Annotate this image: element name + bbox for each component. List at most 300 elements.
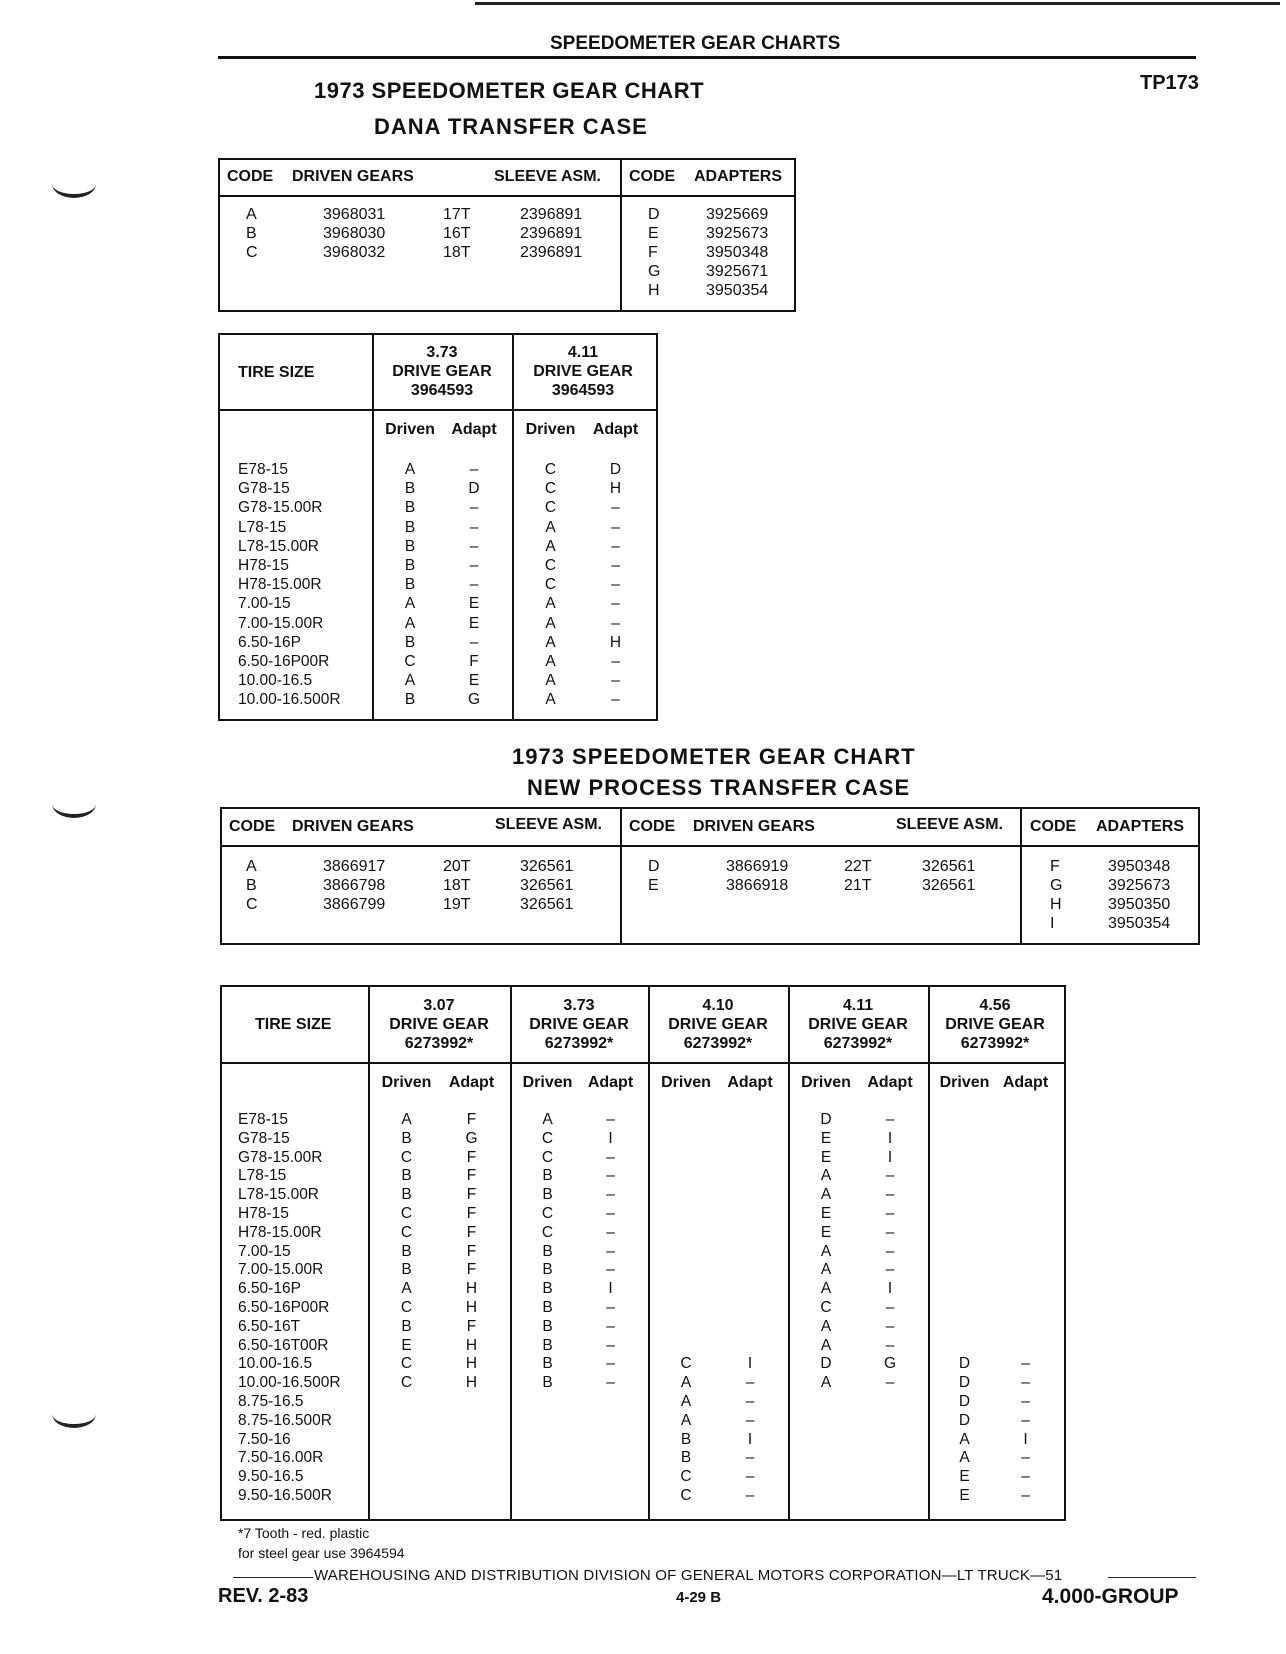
gear-teeth: 21T (844, 877, 872, 894)
tire-size: 7.00-15 (238, 1242, 291, 1260)
adapter-code: – (745, 1411, 755, 1429)
page-number: 4-29 B (676, 1589, 722, 1606)
gear-code: E (648, 877, 659, 894)
adapter-code: – (469, 518, 479, 536)
drive-gear-part: 6273992* (544, 1035, 614, 1052)
drive-gear-part: 3964593 (410, 382, 474, 399)
driven-gear-code: A (545, 691, 556, 709)
table-divider (620, 158, 622, 310)
driven-column-header: Driven (801, 1074, 851, 1091)
adapter-code: G (883, 1355, 897, 1373)
col-header-driven-gears: DRIVEN GEARS (693, 818, 815, 835)
drive-gear-label: DRIVE GEAR (945, 1016, 1045, 1033)
adapter-code: – (606, 1336, 615, 1354)
driven-gear-code: A (820, 1374, 832, 1392)
table-divider (220, 1062, 1064, 1064)
tire-size: 10.00-16.5 (238, 672, 313, 690)
tire-size: 6.50-16P00R (238, 1299, 330, 1316)
adapter-code: F (466, 1317, 477, 1335)
adapter-code: – (885, 1374, 895, 1392)
drive-gear-label: DRIVE GEAR (389, 1016, 489, 1033)
gear-part-number: 3866919 (726, 858, 789, 875)
tire-size: E78-15 (238, 461, 288, 478)
driven-gear-code: E (820, 1223, 832, 1241)
adapter-code: G (467, 691, 481, 709)
driven-gear-code: C (544, 499, 557, 517)
tire-size: 10.00-16.5 (238, 1355, 313, 1373)
col-header-driven-gears: DRIVEN GEARS (292, 168, 414, 185)
tire-size: 7.00-15 (238, 595, 291, 613)
driven-gear-code: B (542, 1242, 553, 1260)
adapter-code: F (466, 1186, 477, 1204)
adapter-code: – (745, 1468, 755, 1486)
driven-gear-code: A (545, 518, 556, 536)
tire-size: G78-15.00R (238, 1148, 323, 1166)
table-divider (218, 195, 794, 197)
drive-gear-ratio: 4.11 (567, 344, 599, 361)
adapter-code: – (606, 1317, 615, 1335)
gear-code: D (648, 858, 660, 875)
col-header-code: CODE (629, 168, 676, 185)
col-header-sleeve: SLEEVE ASM. (494, 168, 601, 185)
adapter-code: – (1021, 1411, 1030, 1429)
driven-gear-code: A (820, 1242, 832, 1260)
tire-size: 8.75-16.5 (238, 1393, 304, 1410)
sleeve-part-number: 2396891 (520, 225, 583, 242)
driven-gear-code: C (400, 1299, 413, 1316)
driven-gear-code: D (820, 1111, 832, 1128)
gear-teeth: 22T (844, 858, 872, 875)
adapter-code: – (469, 557, 479, 574)
driven-gear-code: A (820, 1261, 832, 1279)
driven-gear-code: B (542, 1374, 553, 1392)
adapter-code: H (465, 1299, 478, 1316)
driven-gear-code: C (544, 557, 557, 574)
adapter-code: I (608, 1280, 613, 1298)
driven-gear-code: C (544, 461, 557, 478)
adapter-part-number: 3950354 (1108, 915, 1171, 932)
driven-gear-code: C (400, 1355, 413, 1373)
driven-gear-code: E (959, 1468, 970, 1486)
drive-gear-label: DRIVE GEAR (808, 1016, 908, 1033)
adapter-code: – (1021, 1393, 1030, 1410)
adapter-part-number: 3925673 (706, 225, 769, 242)
adapt-column-header: Adapt (727, 1074, 773, 1091)
tire-size: L78-15 (238, 518, 287, 536)
adapter-code: – (745, 1393, 755, 1410)
dana-chart-subtitle: DANA TRANSFER CASE (374, 114, 648, 139)
driven-gear-code: A (401, 1280, 412, 1298)
driven-gear-code: A (959, 1449, 970, 1467)
driven-gear-code: A (404, 614, 416, 632)
driven-gear-code: B (404, 499, 416, 517)
tire-size: 6.50-16P (238, 633, 301, 651)
driven-column-header: Driven (661, 1074, 711, 1091)
adapter-code: – (885, 1205, 895, 1222)
adapter-code: – (885, 1242, 895, 1260)
gear-teeth: 18T (443, 877, 471, 894)
adapter-code: – (611, 672, 620, 690)
driven-gear-code: B (401, 1317, 412, 1335)
adapter-code: – (611, 518, 620, 536)
np-chart-title: 1973 SPEEDOMETER GEAR CHART (512, 744, 916, 769)
driven-gear-code: A (820, 1167, 832, 1185)
adapter-code: – (606, 1299, 615, 1316)
drive-gear-label: DRIVE GEAR (533, 363, 633, 380)
table-divider (928, 985, 930, 1519)
driven-gear-code: C (400, 1223, 413, 1241)
driven-gear-code: C (541, 1223, 554, 1241)
drive-gear-label: DRIVE GEAR (392, 363, 492, 380)
adapter-part-number: 3950348 (706, 244, 769, 261)
driven-gear-code: B (401, 1242, 412, 1260)
driven-gear-code: B (404, 480, 416, 498)
driven-gear-code: A (404, 595, 416, 613)
tire-size: L78-15.00R (238, 537, 320, 555)
driven-gear-code: A (404, 672, 416, 690)
table-divider (218, 409, 656, 411)
driven-gear-code: E (820, 1205, 832, 1222)
drive-gear-ratio: 3.07 (423, 997, 455, 1014)
adapter-code: H (465, 1336, 478, 1354)
adapter-code: – (885, 1167, 895, 1185)
adapter-code: – (1021, 1487, 1030, 1504)
gear-teeth: 20T (443, 858, 471, 875)
drive-gear-part: 6273992* (683, 1035, 753, 1052)
tire-size: G78-15 (238, 480, 290, 498)
driven-gear-code: B (680, 1430, 692, 1448)
adapter-code: E (648, 225, 659, 242)
drive-gear-label: DRIVE GEAR (668, 1016, 768, 1033)
adapter-code: H (1050, 896, 1062, 913)
tire-size: 7.50-16.00R (238, 1449, 324, 1467)
adapter-code: – (606, 1261, 615, 1279)
sleeve-part-number: 326561 (922, 877, 976, 894)
driven-gear-code: C (400, 1205, 413, 1222)
col-header-driven-gears: DRIVEN GEARS (292, 818, 414, 835)
adapter-code: H (609, 480, 622, 498)
driven-gear-code: A (680, 1374, 692, 1392)
drive-gear-ratio: 3.73 (426, 344, 458, 361)
table-divider (510, 985, 512, 1519)
gear-part-number: 3866918 (726, 877, 789, 894)
driven-gear-code: C (544, 480, 557, 498)
adapter-code: I (1023, 1430, 1028, 1448)
adapter-code: I (608, 1129, 613, 1147)
adapter-code: – (745, 1449, 755, 1467)
driven-gear-code: C (820, 1299, 832, 1316)
driven-gear-code: A (680, 1393, 692, 1410)
footer-division-text: WAREHOUSING AND DISTRIBUTION DIVISION OF GENERAL MOTORS CORPORATION—LT TRUCK—51 (314, 1567, 1063, 1584)
adapter-code: – (606, 1355, 615, 1373)
driven-gear-code: A (545, 595, 556, 613)
drive-gear-part: 6273992* (960, 1035, 1030, 1052)
adapter-code: – (1021, 1449, 1030, 1467)
sleeve-part-number: 326561 (520, 896, 574, 913)
table-divider (620, 807, 622, 943)
adapter-code: I (747, 1430, 753, 1448)
adapt-column-header: Adapt (451, 421, 497, 438)
adapter-code: F (466, 1223, 477, 1241)
adapter-code: I (887, 1129, 893, 1147)
adapter-code: – (885, 1223, 895, 1241)
driven-column-header: Driven (522, 1074, 573, 1091)
adapt-column-header: Adapt (867, 1074, 913, 1091)
driven-gear-code: B (542, 1336, 553, 1354)
adapter-code: I (887, 1148, 893, 1166)
driven-gear-code: A (820, 1317, 832, 1335)
drive-gear-ratio: 4.11 (842, 997, 874, 1014)
driven-gear-code: B (680, 1449, 692, 1467)
adapter-code: H (648, 282, 660, 299)
driven-gear-code: B (404, 557, 416, 574)
gear-teeth: 18T (443, 244, 471, 261)
adapter-code: G (1050, 877, 1063, 894)
tire-size: L78-15 (238, 1167, 287, 1185)
tire-size: 10.00-16.500R (238, 691, 341, 709)
driven-gear-code: A (545, 633, 556, 651)
page-code: TP173 (1140, 72, 1199, 94)
top-border-line (475, 2, 1280, 5)
adapter-code: – (606, 1148, 615, 1166)
adapter-code: F (466, 1111, 477, 1128)
drive-gear-ratio: 3.73 (563, 997, 595, 1014)
dana-chart-title: 1973 SPEEDOMETER GEAR CHART (314, 78, 705, 103)
adapter-code: – (606, 1374, 615, 1392)
driven-gear-code: D (820, 1355, 832, 1373)
driven-gear-code: B (404, 691, 416, 709)
driven-gear-code: B (542, 1299, 553, 1316)
tire-size: 6.50-16T (238, 1317, 301, 1335)
group-label: 4.000-GROUP (1042, 1585, 1179, 1608)
gear-teeth: 16T (443, 225, 471, 242)
driven-gear-code: C (541, 1129, 554, 1147)
adapter-code: F (466, 1148, 477, 1166)
driven-gear-code: A (404, 461, 416, 478)
driven-gear-code: C (680, 1487, 692, 1504)
adapter-code: – (606, 1242, 615, 1260)
adapter-code: – (606, 1205, 615, 1222)
adapter-code: – (611, 691, 620, 709)
gear-part-number: 3866917 (323, 858, 386, 875)
gear-part-number: 3968031 (323, 206, 386, 223)
gear-part-number: 3968032 (323, 244, 386, 261)
col-header-code: CODE (629, 818, 676, 835)
adapter-code: I (1050, 915, 1055, 932)
adapter-code: – (745, 1374, 755, 1392)
adapter-code: H (609, 633, 622, 651)
gear-code: C (246, 896, 258, 913)
driven-gear-code: E (820, 1148, 832, 1166)
col-header-tire-size: TIRE SIZE (238, 364, 315, 381)
driven-gear-code: D (958, 1393, 971, 1410)
adapter-code: – (469, 576, 479, 594)
adapter-code: F (469, 653, 479, 670)
adapt-column-header: Adapt (1002, 1074, 1049, 1091)
adapt-column-header: Adapt (592, 421, 639, 438)
adapter-code: H (465, 1280, 478, 1298)
adapter-code: – (469, 461, 479, 478)
tire-size: 9.50-16.5 (238, 1468, 304, 1486)
adapter-code: F (1050, 858, 1060, 875)
col-header-sleeve: SLEEVE ASM. (896, 816, 1003, 833)
driven-gear-code: B (542, 1280, 553, 1298)
driven-gear-code: A (545, 672, 556, 690)
driven-gear-code: A (959, 1430, 970, 1448)
table-divider (648, 985, 650, 1519)
tire-size: L78-15.00R (238, 1186, 320, 1204)
table-divider (220, 845, 1198, 847)
driven-gear-code: A (820, 1186, 832, 1204)
adapter-code: D (648, 206, 660, 223)
adapter-code: I (887, 1280, 893, 1298)
adapter-code: – (611, 537, 620, 555)
adapter-code: – (469, 499, 479, 517)
driven-column-header: Driven (381, 1074, 432, 1091)
driven-gear-code: B (542, 1261, 553, 1279)
adapter-code: G (648, 263, 661, 280)
adapter-code: – (885, 1261, 895, 1279)
driven-gear-code: C (544, 576, 557, 594)
driven-gear-code: A (820, 1336, 832, 1354)
driven-gear-code: B (404, 537, 416, 555)
adapter-code: F (648, 244, 658, 261)
adapter-code: – (611, 653, 620, 670)
adapter-code: – (885, 1186, 895, 1204)
driven-column-header: Driven (939, 1074, 990, 1091)
adapter-code: H (465, 1355, 478, 1373)
driven-gear-code: C (404, 653, 416, 670)
tire-size: H78-15 (238, 557, 289, 574)
table-divider (368, 985, 370, 1519)
tire-size: E78-15 (238, 1111, 288, 1128)
adapter-code: F (466, 1205, 477, 1222)
gear-teeth: 19T (443, 896, 471, 913)
tire-size: G78-15.00R (238, 499, 323, 517)
adapter-part-number: 3950350 (1108, 896, 1171, 913)
driven-gear-code: E (401, 1336, 412, 1354)
footnote-line-2: for steel gear use 3964594 (238, 1545, 405, 1561)
driven-gear-code: A (545, 653, 556, 670)
adapter-code: F (466, 1242, 477, 1260)
adapter-code: H (465, 1374, 478, 1392)
col-header-adapters: ADAPTERS (694, 168, 783, 185)
np-chart-subtitle: NEW PROCESS TRANSFER CASE (527, 775, 911, 800)
driven-gear-code: E (959, 1487, 970, 1504)
col-header-code: CODE (229, 818, 276, 835)
adapter-code: – (469, 633, 479, 651)
adapter-code: F (466, 1261, 477, 1279)
adapter-code: D (609, 461, 622, 478)
driven-gear-code: C (541, 1148, 554, 1166)
gear-part-number: 3866798 (323, 877, 386, 894)
tire-size: 7.50-16 (238, 1430, 291, 1448)
adapter-code: – (469, 537, 479, 555)
driven-gear-code: B (542, 1317, 553, 1335)
gear-code: B (246, 877, 257, 894)
adapter-code: E (468, 672, 480, 690)
driven-gear-code: C (400, 1148, 413, 1166)
table-divider (1020, 807, 1022, 943)
binder-hole-mark (52, 790, 96, 818)
revision-label: REV. 2-83 (218, 1585, 309, 1607)
drive-gear-ratio: 4.10 (702, 997, 734, 1014)
adapter-code: – (611, 576, 620, 594)
adapter-code: – (885, 1317, 895, 1335)
tire-size: 7.00-15.00R (238, 1261, 324, 1279)
adapter-code: – (1021, 1355, 1030, 1373)
driven-gear-code: C (680, 1355, 692, 1373)
gear-code: C (246, 244, 258, 261)
col-header-tire-size: TIRE SIZE (255, 1016, 332, 1033)
drive-gear-part: 6273992* (404, 1035, 474, 1052)
adapter-code: E (468, 614, 480, 632)
adapter-code: – (885, 1299, 895, 1316)
drive-gear-label: DRIVE GEAR (529, 1016, 629, 1033)
tire-size: H78-15 (238, 1205, 289, 1222)
driven-gear-code: D (958, 1355, 971, 1373)
gear-teeth: 17T (443, 206, 471, 223)
driven-gear-code: B (542, 1355, 553, 1373)
driven-gear-code: B (401, 1129, 412, 1147)
driven-gear-code: C (400, 1374, 413, 1392)
driven-gear-code: B (542, 1167, 553, 1185)
tire-size: 6.50-16T00R (238, 1336, 329, 1354)
adapter-code: – (885, 1111, 895, 1128)
adapt-column-header: Adapt (448, 1074, 495, 1091)
driven-gear-code: B (404, 576, 416, 594)
adapter-part-number: 3925669 (706, 206, 769, 223)
page-title: SPEEDOMETER GEAR CHARTS (550, 33, 841, 54)
driven-gear-code: A (680, 1411, 692, 1429)
adapter-code: – (1021, 1374, 1030, 1392)
gear-code: A (246, 858, 257, 875)
adapter-code: – (611, 557, 620, 574)
driven-column-header: Driven (525, 421, 576, 438)
tire-size: H78-15.00R (238, 576, 322, 594)
sleeve-part-number: 326561 (520, 858, 574, 875)
driven-gear-code: A (401, 1111, 412, 1128)
driven-gear-code: A (820, 1280, 832, 1298)
adapter-code: – (611, 499, 620, 517)
driven-gear-code: B (542, 1186, 553, 1204)
tire-size: H78-15.00R (238, 1223, 322, 1241)
adapter-code: E (468, 595, 480, 613)
drive-gear-part: 3964593 (551, 382, 615, 399)
drive-gear-ratio: 4.56 (979, 997, 1011, 1014)
footnote-line-1: *7 Tooth - red. plastic (238, 1525, 370, 1541)
driven-gear-code: B (401, 1261, 412, 1279)
gear-code: B (246, 225, 257, 242)
adapter-code: – (606, 1111, 615, 1128)
col-header-adapters: ADAPTERS (1096, 818, 1185, 835)
tire-size: 7.00-15.00R (238, 614, 324, 632)
col-header-code: CODE (227, 168, 274, 185)
gear-part-number: 3968030 (323, 225, 386, 242)
col-header-code: CODE (1030, 818, 1077, 835)
sleeve-part-number: 326561 (520, 877, 574, 894)
footer-rule-right (1108, 1577, 1196, 1578)
adapter-part-number: 3925673 (1108, 877, 1171, 894)
adapter-code: – (611, 595, 620, 613)
adapter-code: – (611, 614, 620, 632)
adapter-part-number: 3925671 (706, 263, 769, 280)
adapt-column-header: Adapt (587, 1074, 634, 1091)
adapter-code: – (606, 1223, 615, 1241)
adapter-code: – (606, 1167, 615, 1185)
tire-size: 9.50-16.500R (238, 1487, 332, 1504)
tire-size: 8.75-16.500R (238, 1411, 332, 1429)
